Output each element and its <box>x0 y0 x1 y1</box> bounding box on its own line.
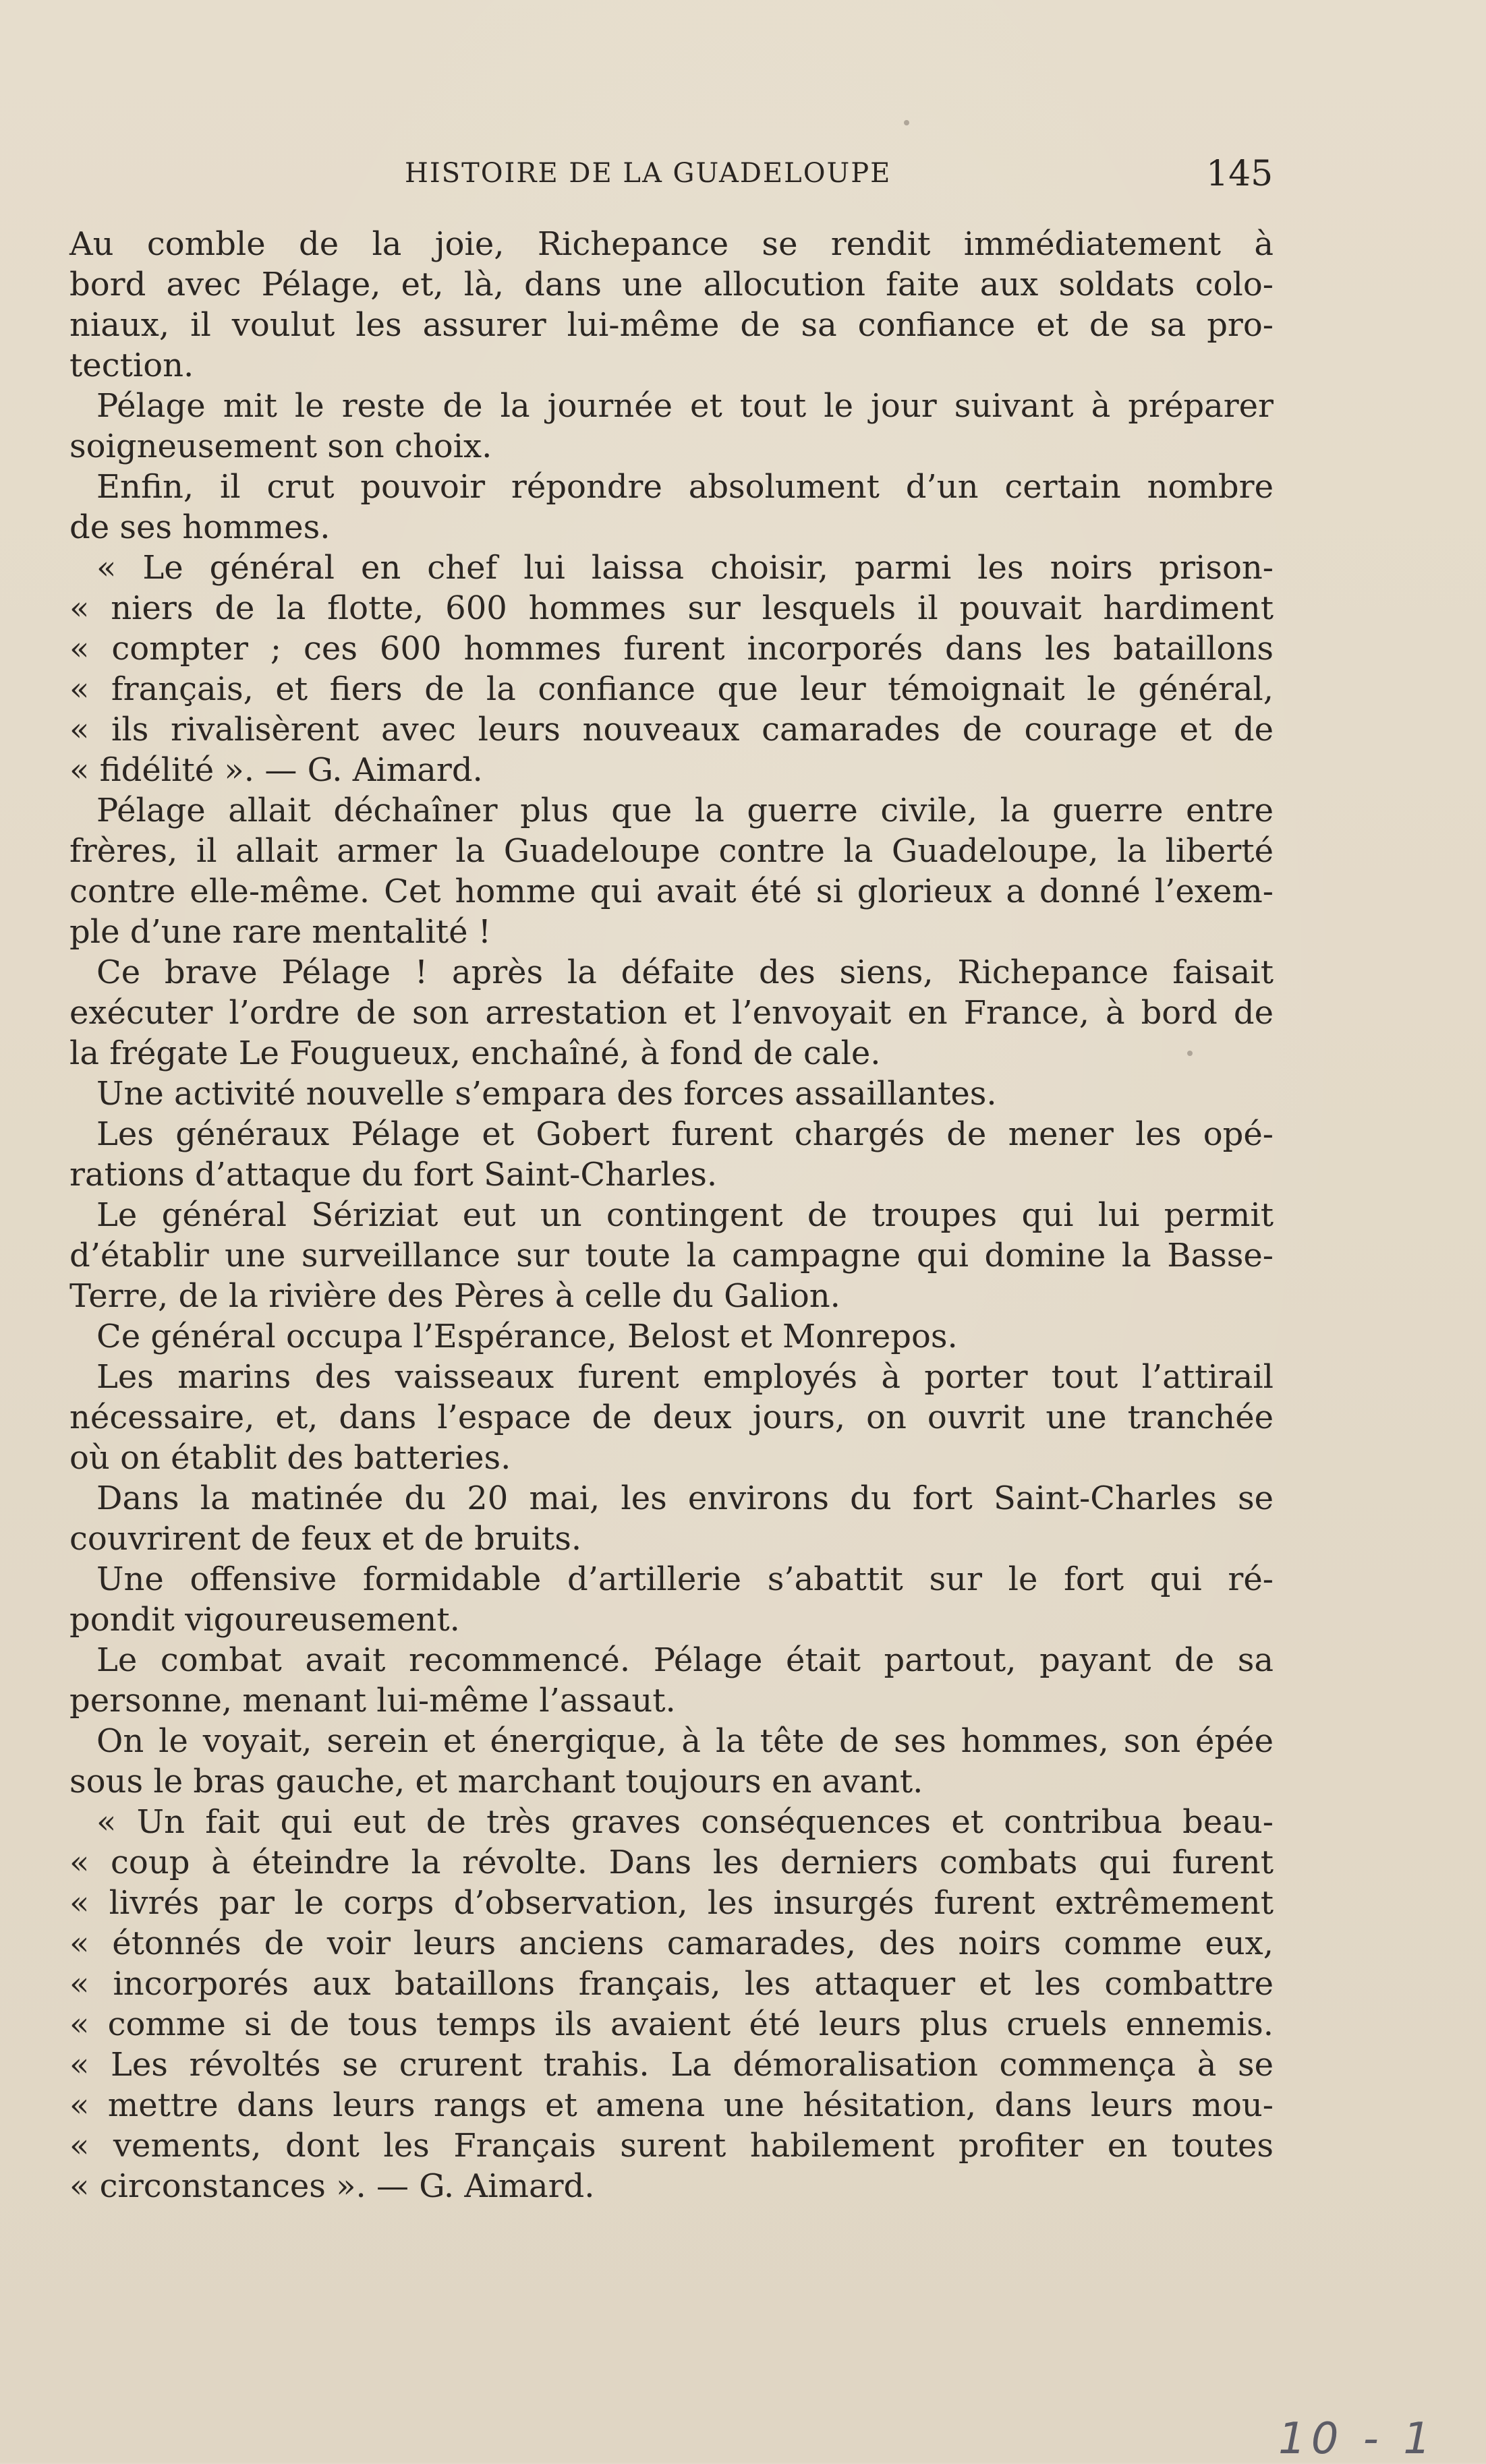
text-line: Une offensive formidable d’artillerie s’abattit sur le fort qui ré- <box>96 1560 1274 1598</box>
text-line: « français, et fiers de la confiance que leur témoignait le général, <box>69 670 1274 708</box>
text-line: Enfin, il crut pouvoir répondre absolument d’un certain nombre <box>96 468 1274 506</box>
text-line: personne, menant lui-même l’assaut. <box>69 1682 676 1720</box>
text-line: « incorporés aux bataillons français, les attaquer et les combattre <box>69 1965 1274 2003</box>
text-line: « Le général en chef lui laissa choisir, parmi les noirs prison- <box>96 549 1274 587</box>
text-line: « étonnés de voir leurs anciens camarades, des noirs comme eux, <box>69 1925 1274 1962</box>
text-line: pondit vigoureusement. <box>69 1601 460 1639</box>
text-line: nécessaire, et, dans l’espace de deux jours, on ouvrit une tranchée <box>69 1399 1274 1436</box>
text-line: d’établir une surveillance sur toute la campagne qui domine la Basse- <box>69 1237 1274 1274</box>
text-line: où on établit des batteries. <box>69 1439 511 1477</box>
running-title: HISTOIRE DE LA GUADELOUPE <box>405 158 892 189</box>
text-line: « Les révoltés se crurent trahis. La démoralisation commença à se <box>69 2046 1274 2084</box>
text-line: Les marins des vaisseaux furent employés à porter tout l’attirail <box>96 1358 1274 1396</box>
text-line: Pélage allait déchaîner plus que la guerre civile, la guerre entre <box>96 792 1274 829</box>
text-line: « niers de la flotte, 600 hommes sur lesquels il pouvait hardiment <box>69 589 1274 627</box>
ink-speck <box>904 120 909 125</box>
text-line: soigneusement son choix. <box>69 428 492 465</box>
text-line: « vements, dont les Français surent habilement profiter en toutes <box>69 2127 1274 2165</box>
text-line: Au comble de la joie, Richepance se rendit immédiatement à <box>69 225 1274 263</box>
text-line: « mettre dans leurs rangs et amena une hésitation, dans leurs mou- <box>69 2086 1274 2124</box>
text-line: ple d’une rare mentalité ! <box>69 913 492 951</box>
text-line: Dans la matinée du 20 mai, les environs du fort Saint-Charles se <box>96 1479 1274 1517</box>
text-line: bord avec Pélage, et, là, dans une allocution faite aux soldats colo- <box>69 266 1274 303</box>
text-line: « fidélité ». — G. Aimard. <box>69 751 483 789</box>
text-line: sous le bras gauche, et marchant toujours en avant. <box>69 1763 923 1800</box>
page-number: 145 <box>1206 154 1274 194</box>
text-line: « livrés par le corps d’observation, les insurgés furent extrêmement <box>69 1884 1274 1922</box>
text-line: « comme si de tous temps ils avaient été leurs plus cruels ennemis. <box>69 2005 1274 2043</box>
text-line: Pélage mit le reste de la journée et tout le jour suivant à préparer <box>96 387 1274 425</box>
page-header <box>0 148 1486 209</box>
text-line: couvrirent de feux et de bruits. <box>69 1520 582 1558</box>
text-line: Le général Sériziat eut un contingent de troupes qui lui permit <box>96 1196 1274 1234</box>
text-line: exécuter l’ordre de son arrestation et l’envoyait en France, à bord de <box>69 994 1274 1032</box>
text-line: tection. <box>69 347 194 384</box>
text-line: Le combat avait recommencé. Pélage était partout, payant de sa <box>96 1641 1274 1679</box>
text-line: Une activité nouvelle s’empara des forces assaillantes. <box>96 1075 997 1113</box>
text-line: niaux, il voulut les assurer lui-même de sa confiance et de sa pro- <box>69 306 1274 344</box>
text-line: frères, il allait armer la Guadeloupe contre la Guadeloupe, la liberté <box>69 832 1274 870</box>
text-line: Ce brave Pélage ! après la défaite des siens, Richepance faisait <box>96 954 1274 991</box>
text-line: Ce général occupa l’Espérance, Belost et Monrepos. <box>96 1318 958 1355</box>
text-line: « circonstances ». — G. Aimard. <box>69 2167 595 2205</box>
text-line: « coup à éteindre la révolte. Dans les derniers combats qui furent <box>69 1844 1274 1881</box>
text-line: Les généraux Pélage et Gobert furent chargés de mener les opé- <box>96 1115 1274 1153</box>
text-line: rations d’attaque du fort Saint-Charles. <box>69 1156 718 1194</box>
text-line: « compter ; ces 600 hommes furent incorporés dans les bataillons <box>69 630 1274 668</box>
ink-speck <box>1187 1051 1193 1056</box>
text-line: la frégate Le Fougueux, enchaîné, à fond de cale. <box>69 1034 881 1072</box>
body-text <box>69 224 1274 2247</box>
text-line: de ses hommes. <box>69 508 331 546</box>
text-line: Terre, de la rivière des Pères à celle du Galion. <box>69 1277 840 1315</box>
text-line: contre elle-même. Cet homme qui avait été si glorieux a donné l’exem- <box>69 873 1274 910</box>
text-line: « Un fait qui eut de très graves conséquences et contribua beau- <box>96 1803 1274 1841</box>
text-line: « ils rivalisèrent avec leurs nouveaux camarades de courage et de <box>69 711 1274 749</box>
text-line: On le voyait, serein et énergique, à la tête de ses hommes, son épée <box>96 1722 1274 1760</box>
handwritten-note: 10 - 1 <box>1278 2414 1436 2464</box>
